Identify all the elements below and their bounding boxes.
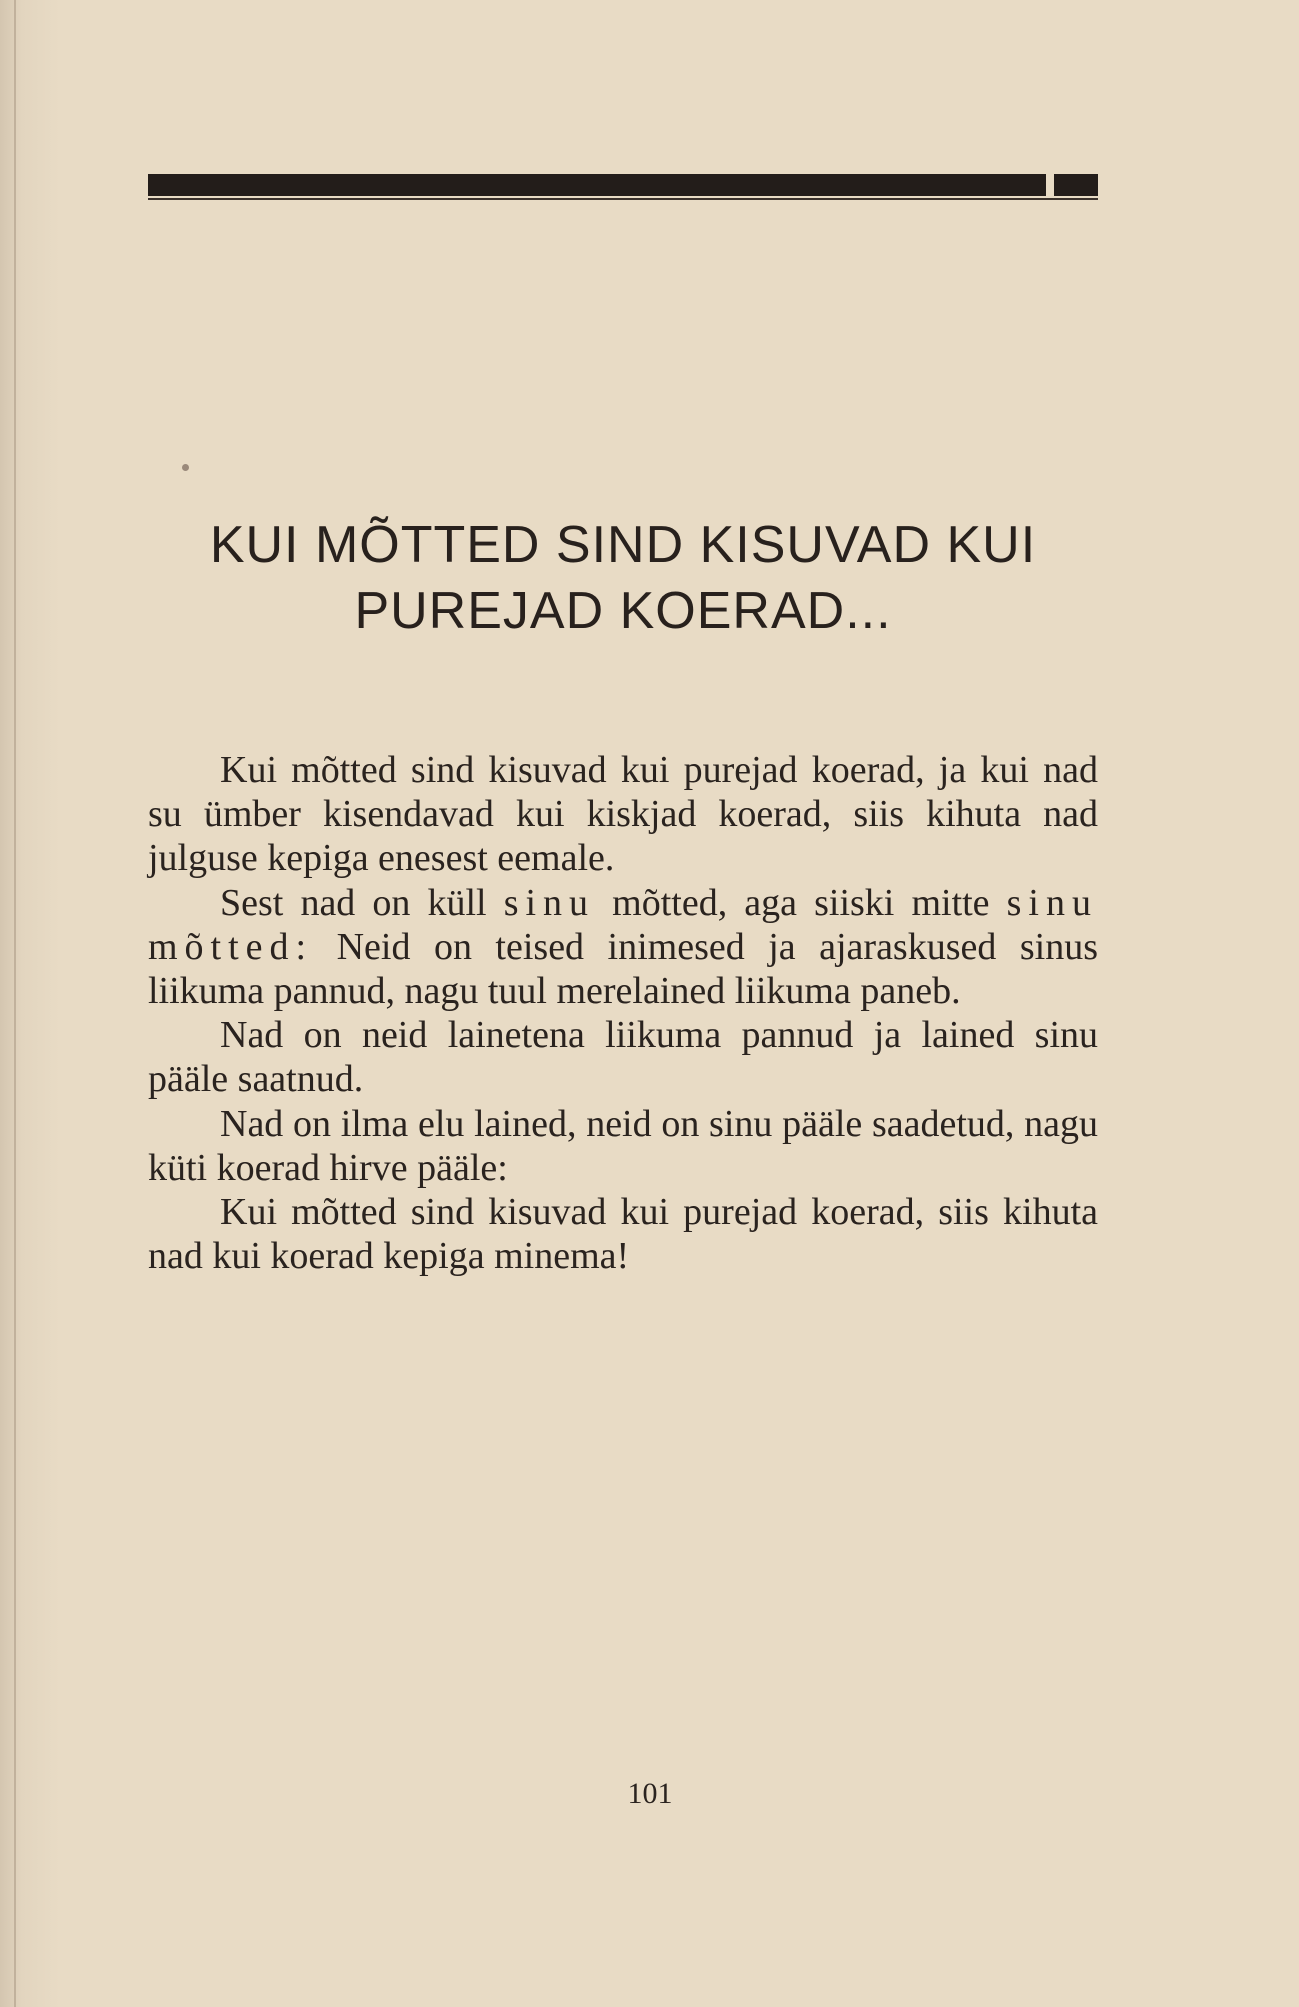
- header-ornament-rule: [148, 174, 1098, 200]
- chapter-title-line-2: PUREJAD KOERAD...: [354, 582, 892, 640]
- header-rule-bar-short: [1054, 174, 1098, 196]
- paragraph-1: Kui mõtted sind kisuvad kui purejad koerad, ja kui nad su ümber kisendavad kui kiskjad koerad, siis kihuta nad julguse kepiga enesest eemale.: [148, 749, 1098, 880]
- ink-speck: [182, 464, 189, 471]
- paragraph-2-part-2: mõtted, aga siiski mitte: [595, 881, 1007, 924]
- chapter-title-line-1: KUI MÕTTED SIND KISUVAD KUI: [209, 516, 1037, 574]
- header-rule-bar-long: [148, 174, 1046, 196]
- paragraph-2: [148, 881, 1098, 1014]
- paragraph-2-part-3: Neid on teised inimesed ja ajaraskused sinus liikuma pannud, nagu tuul merelained liikuma paneb.: [148, 925, 1098, 1013]
- paragraph-4: Nad on ilma elu lained, neid on sinu pääle saadetud, nagu küti koerad hirve pääle:: [148, 1102, 1098, 1189]
- page-binding-edge: [14, 0, 16, 2007]
- header-rule-thin-line: [148, 198, 1098, 200]
- paragraph-2-emphasis-2: sinu mõtted:: [148, 881, 1098, 968]
- paragraph-5: Kui mõtted sind kisuvad kui purejad koerad, siis kihuta nad kui koerad kepiga minema!: [148, 1191, 1098, 1278]
- chapter-title: [148, 512, 1098, 644]
- paragraph-2-emphasis-1: sinu: [503, 881, 596, 924]
- paragraph-3: Nad on neid lainetena liikuma pannud ja lained sinu pääle saatnud.: [148, 1014, 1098, 1101]
- body-text: [148, 748, 1098, 1278]
- paragraph-2-part-1: Sest nad on küll: [220, 881, 504, 924]
- page-number: 101: [627, 1777, 673, 1810]
